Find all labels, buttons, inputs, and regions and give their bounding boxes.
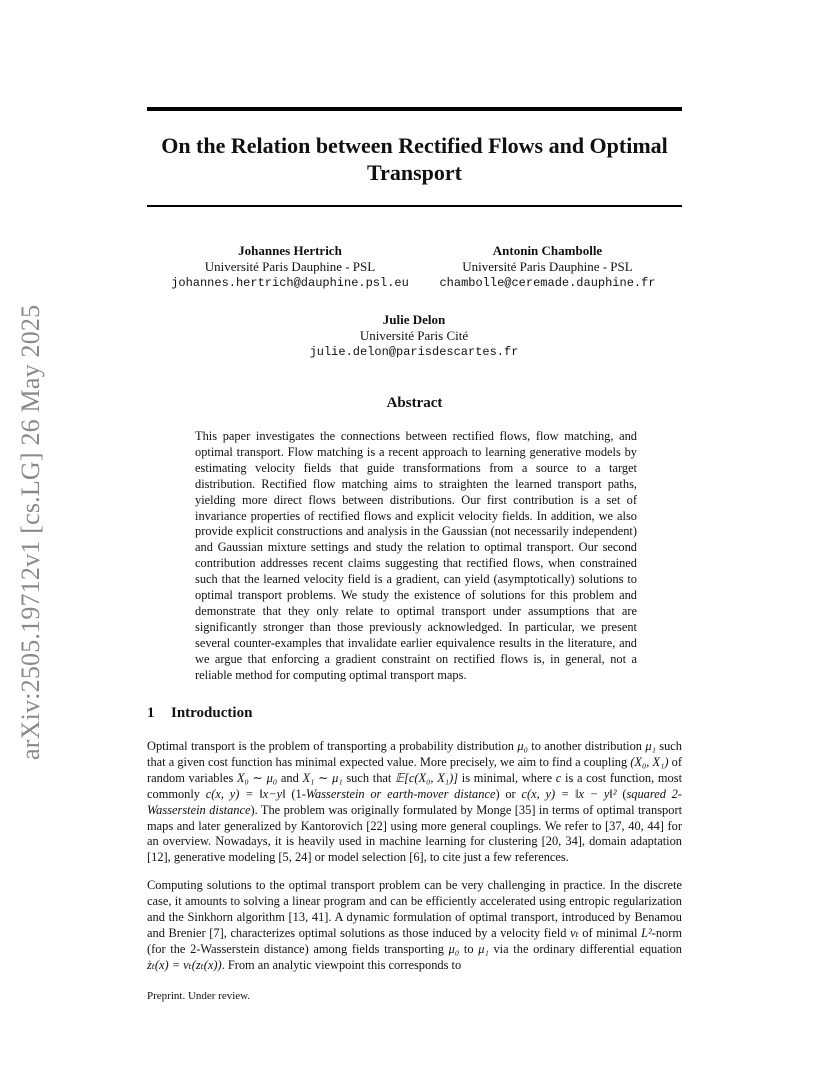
author-affiliation: Université Paris Dauphine - PSL — [204, 259, 376, 274]
author-email[interactable]: chambolle@ceremade.dauphine.fr — [439, 276, 656, 290]
math-expectation: 𝔼[c(X₀, X₁)] — [395, 770, 459, 785]
author-email[interactable]: julie.delon@parisdescartes.fr — [309, 345, 519, 359]
math-c: c — [555, 770, 562, 785]
author-affiliation: Université Paris Cité — [359, 328, 469, 343]
text-run: and — [277, 770, 303, 785]
math-cost-2: c(x, y) = ‖x − y‖² — [521, 786, 617, 801]
math-coupling: (X₀, X₁) — [630, 754, 669, 769]
text-run: Computing solutions to the optimal transport problem can be very challenging in practice. In the discrete case, it amounts to solving a linear program and can be efficiently accelerated using entropic regularization and the Sinkhorn algorithm [13, 41]. A dynamic formulation of optimal transport, introduced by Benamou and Brenier [7], characterizes optimal solutions as those induced by a velocity field — [147, 878, 682, 940]
text-run: (1- — [285, 786, 306, 801]
author-block — [160, 243, 420, 291]
emphasis-text: Wasserstein or earth-mover distance — [305, 786, 496, 801]
text-run: . From an analytic viewpoint this corresponds to — [221, 957, 462, 972]
section-title: Introduction — [171, 705, 253, 721]
section-heading — [147, 705, 252, 722]
section-number: 1 — [147, 705, 155, 721]
arxiv-identifier-stamp[interactable]: arXiv:2505.19712v1 [cs.LG] 26 May 2025 — [16, 304, 45, 760]
abstract-heading: Abstract — [386, 395, 443, 411]
math-x0: X₀ ∼ μ₀ — [236, 770, 278, 785]
text-run: via the ordinary differential equation — [488, 941, 682, 956]
text-run: of random variables — [147, 754, 683, 785]
math-mu0: μ₀ — [448, 941, 460, 956]
text-run: ) or — [495, 786, 522, 801]
title-rule-bottom — [147, 205, 682, 207]
math-mu1: μ₁ — [478, 941, 489, 956]
math-l2: L² — [641, 925, 652, 940]
author-block — [284, 312, 544, 360]
math-mu1: μ₁ — [645, 739, 656, 753]
text-run: ( — [616, 786, 627, 801]
math-vt: vₜ — [570, 925, 579, 940]
math-x1: X₁ ∼ μ₁ — [302, 770, 343, 785]
text-run: is minimal, where — [458, 770, 556, 785]
text-run: -norm (for the 2-Wasserstein distance) among fields transporting — [147, 925, 682, 956]
author-affiliation: Université Paris Dauphine - PSL — [462, 259, 633, 274]
author-name: Julie Delon — [382, 312, 446, 327]
text-run: of minimal — [578, 925, 642, 940]
text-run: is a cost function, most commonly — [147, 770, 683, 801]
math-ode: żₜ(x) = vₜ(zₜ(x)) — [147, 957, 222, 972]
abstract-text: This paper investigates the connections between rectified flows, flow matching, and optimal transport. Flow matching is a recent approach to learning generative models by estimating velocity fields that guide transformations from a source to a target distribution. Rectified flow matching aims to straighten the learned transport paths, yielding more direct flows between distributions. Our first contribution is a set of invariance properties of rectified flows and explicit velocity fields. In addition, we also provide explicit constructions and analysis in the Gaussian (not necessarily independent) and Gaussian mixture settings and study the relation to optimal transport. Our second contribution addresses recent claims suggesting that rectified flows, when constrained such that the learned velocity field is a gradient, can yield (asymptotically) solutions to optimal transport problems. We study the existence of solutions for this problem and demonstrate that they only relate to optimal transport under assumptions that are significantly stronger than those previously acknowledged. In particular, we present several counter-examples that invalidate earlier equivalence results in the literature, and we argue that enforcing a gradient constraint on rectified flows is, in general, not a reliable method for computing optimal transport maps. — [195, 429, 637, 682]
author-name: Johannes Hertrich — [238, 243, 342, 258]
emphasis-text: squared 2-Wasserstein distance — [147, 786, 683, 817]
text-run: such that — [342, 770, 396, 785]
math-mu0: μ₀ — [517, 739, 528, 753]
text-run: to — [459, 941, 479, 956]
footer-note: Preprint. Under review. — [147, 990, 251, 1002]
title-rule-top — [147, 107, 682, 111]
author-block — [415, 243, 680, 291]
intro-paragraph-2 — [147, 878, 682, 973]
intro-paragraph-1 — [147, 739, 682, 866]
text-run: such that a given cost function has minimal expected value. More precisely, we aim to find a coupling — [147, 739, 682, 769]
paper-title: On the Relation between Rectified Flows and Optimal Transport — [161, 133, 668, 185]
author-email[interactable]: johannes.hertrich@dauphine.psl.eu — [171, 276, 409, 290]
author-name: Antonin Chambolle — [492, 243, 603, 258]
text-run: to another distribution — [527, 739, 646, 753]
math-cost-1: c(x, y) = ‖x−y‖ — [205, 786, 286, 801]
text-run: ). The problem was originally formulated by Monge [35] in terms of optimal transport maps and later generalized by Kantorovich [22] using more general couplings. We refer to [37, 40, 44] for an overview. Nowadays, it is heavily used in machine learning for clustering [20, 34], domain adaptation [12], generative modeling [5, 24] or model selection [6], to cite just a few references. — [147, 802, 683, 865]
text-run: Optimal transport is the problem of transporting a probability distribution — [147, 739, 518, 753]
